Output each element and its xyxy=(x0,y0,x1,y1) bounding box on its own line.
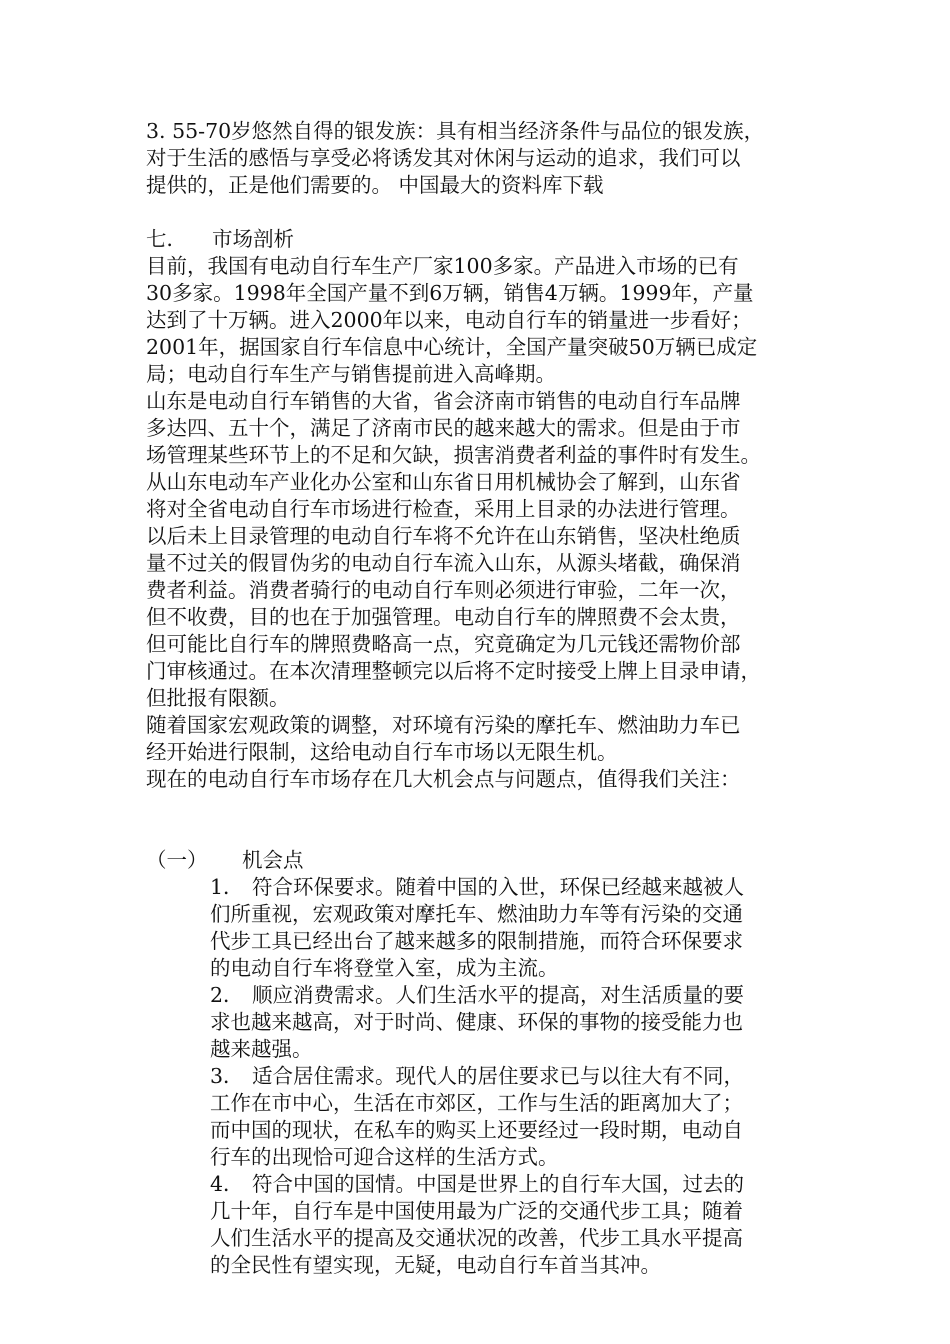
text-line: 2001年，据国家自行车信息中心统计，全国产量突破50万辆已成定 xyxy=(146,335,758,359)
item-number: 1． xyxy=(210,875,244,899)
subsection-heading xyxy=(146,847,816,874)
subsection-number: （一） xyxy=(146,848,208,872)
subsection-title: 机会点 xyxy=(242,848,304,872)
item-number: 3． xyxy=(210,1064,244,1088)
document-page xyxy=(146,118,816,1279)
text-line: 但批报有限额。 xyxy=(146,686,290,710)
text-line: 量不过关的假冒伪劣的电动自行车流入山东，从源头堵截，确保消 xyxy=(146,551,741,575)
list-item xyxy=(146,1063,816,1171)
text-line: 求也越来越高，对于时尚、健康、环保的事物的接受能力也 xyxy=(210,1010,743,1034)
text-line: 场管理某些环节上的不足和欠缺，损害消费者利益的事件时有发生。 xyxy=(146,443,761,467)
intro-item-3 xyxy=(146,118,816,199)
text-line: 多达四、五十个，满足了济南市民的越来越大的需求。但是由于市 xyxy=(146,416,741,440)
text-line: 行车的出现恰可迎合这样的生活方式。 xyxy=(210,1145,559,1169)
text-line: 顺应消费需求。人们生活水平的提高，对生活质量的要 xyxy=(252,983,744,1007)
text-line: 达到了十万辆。进入2000年以来，电动自行车的销量进一步看好； xyxy=(146,308,752,332)
text-line: 几十年，自行车是中国使用最为广泛的交通代步工具；随着 xyxy=(210,1199,743,1223)
text-line: 目前，我国有电动自行车生产厂家100多家。产品进入市场的已有 xyxy=(146,254,739,278)
text-line: 代步工具已经出台了越来越多的限制措施，而符合环保要求 xyxy=(210,929,743,953)
text-line: 以后未上目录管理的电动自行车将不允许在山东销售，坚决杜绝质 xyxy=(146,524,741,548)
text-line: 门审核通过。在本次清理整顿完以后将不定时接受上牌上目录申请， xyxy=(146,659,761,683)
text-line: 山东是电动自行车销售的大省，省会济南市销售的电动自行车品牌 xyxy=(146,389,741,413)
text-line: 随着国家宏观政策的调整，对环境有污染的摩托车、燃油助力车已 xyxy=(146,713,741,737)
text-line: 符合环保要求。随着中国的入世，环保已经越来越被人 xyxy=(252,875,744,899)
text-line: 符合中国的国情。中国是世界上的自行车大国，过去的 xyxy=(252,1172,744,1196)
text-line: 的电动自行车将登堂入室，成为主流。 xyxy=(210,956,559,980)
text-line: 们所重视，宏观政策对摩托车、燃油助力车等有污染的交通 xyxy=(210,902,743,926)
text-line: 3. 55-70岁悠然自得的银发族：具有相当经济条件与品位的银发族， xyxy=(146,119,765,143)
paragraph xyxy=(146,253,816,388)
text-line: 经开始进行限制，这给电动自行车市场以无限生机。 xyxy=(146,740,618,764)
text-line: 但不收费，目的也在于加强管理。电动自行车的牌照费不会太贵， xyxy=(146,605,741,629)
list-item xyxy=(146,874,816,982)
item-number: 4． xyxy=(210,1172,244,1196)
text-line: 对于生活的感悟与享受必将诱发其对休闲与运动的追求，我们可以 xyxy=(146,146,741,170)
list-item xyxy=(146,982,816,1063)
text-line: 人们生活水平的提高及交通状况的改善，代步工具水平提高 xyxy=(210,1226,743,1250)
text-line: 现在的电动自行车市场存在几大机会点与问题点，值得我们关注： xyxy=(146,767,741,791)
paragraph xyxy=(146,388,816,712)
section-title: 市场剖析 xyxy=(212,227,294,251)
text-line: 但可能比自行车的牌照费略高一点，究竟确定为几元钱还需物价部 xyxy=(146,632,741,656)
section-number: 七． xyxy=(146,227,187,251)
text-line: 局；电动自行车生产与销售提前进入高峰期。 xyxy=(146,362,556,386)
paragraph xyxy=(146,712,816,766)
text-line: 从山东电动车产业化办公室和山东省日用机械协会了解到，山东省 xyxy=(146,470,741,494)
text-line: 工作在市中心，生活在市郊区，工作与生活的距离加大了； xyxy=(210,1091,743,1115)
text-line: 而中国的现状，在私车的购买上还要经过一段时期，电动自 xyxy=(210,1118,743,1142)
text-line: 将对全省电动自行车市场进行检查，采用上目录的办法进行管理。 xyxy=(146,497,741,521)
item-number: 2． xyxy=(210,983,244,1007)
text-line: 费者利益。消费者骑行的电动自行车则必须进行审验，二年一次， xyxy=(146,578,741,602)
text-line: 的全民性有望实现，无疑，电动自行车首当其冲。 xyxy=(210,1253,661,1277)
text-line: 提供的，正是他们需要的。 中国最大的资料库下载 xyxy=(146,173,604,197)
text-line: 越来越强。 xyxy=(210,1037,313,1061)
text-line: 30多家。1998年全国产量不到6万辆，销售4万辆。1999年，产量 xyxy=(146,281,754,305)
section-heading xyxy=(146,226,816,253)
list-item xyxy=(146,1171,816,1279)
text-line: 适合居住需求。现代人的居住要求已与以往大有不同， xyxy=(252,1064,744,1088)
paragraph xyxy=(146,766,816,793)
